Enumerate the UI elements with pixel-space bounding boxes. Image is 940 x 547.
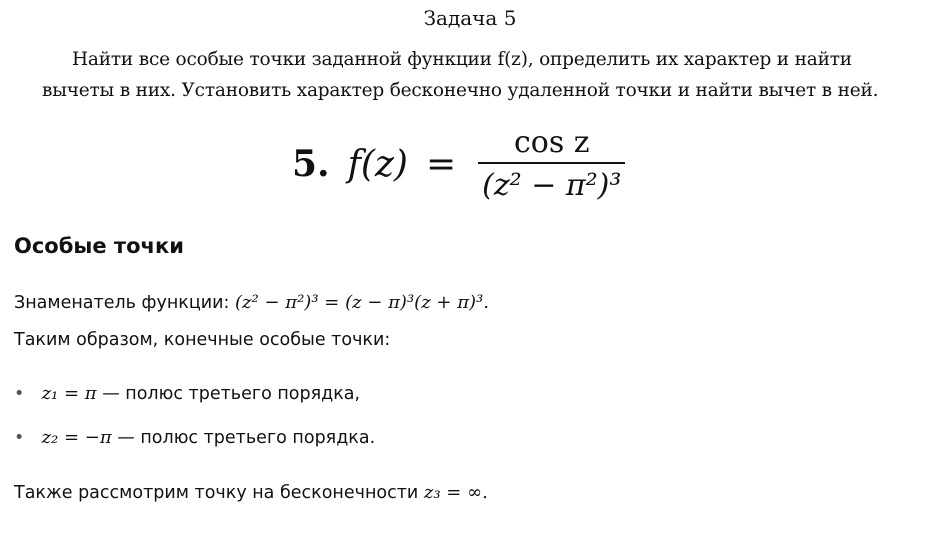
bullet-icon: • bbox=[14, 428, 25, 448]
bullet-icon: • bbox=[14, 384, 25, 404]
formula-number: 5. bbox=[292, 143, 330, 185]
formula-fraction bbox=[478, 125, 625, 203]
formula-denominator: (z² − π²)³ bbox=[482, 168, 622, 203]
point-expression: z₁ = π bbox=[41, 383, 97, 404]
list-item bbox=[14, 427, 375, 448]
point-description: — полюс третьего порядка. bbox=[117, 428, 376, 448]
point-description: — полюс третьего порядка, bbox=[102, 384, 361, 404]
denominator-expression: (z² − π²)³ = (z − π)³(z + π)³. bbox=[235, 292, 489, 313]
formula-equals: = bbox=[425, 143, 457, 185]
section-heading: Особые точки bbox=[14, 234, 184, 258]
infinity-label: Также рассмотрим точку на бесконечности bbox=[14, 483, 419, 503]
formula-numerator: cos z bbox=[513, 125, 590, 160]
problem-statement: Найти все особые точки заданной функции f(z), определить их характер и найти вычеты в них. Установить характер бесконечно удаленной точки и найти вычет в ней. bbox=[42, 49, 879, 101]
denominator-label: Знаменатель функции: bbox=[14, 293, 230, 313]
list-item bbox=[14, 383, 360, 404]
problem-title: Задача 5 bbox=[423, 6, 517, 30]
infinity-expression: z₃ = ∞. bbox=[423, 482, 488, 503]
denominator-line bbox=[14, 292, 489, 313]
conclusion-text: Таким образом, конечные особые точки: bbox=[14, 330, 391, 350]
function-formula bbox=[292, 118, 625, 210]
formula-lhs: f(z) bbox=[347, 143, 408, 185]
point-expression: z₂ = −π bbox=[41, 427, 112, 448]
infinity-line bbox=[14, 482, 488, 503]
